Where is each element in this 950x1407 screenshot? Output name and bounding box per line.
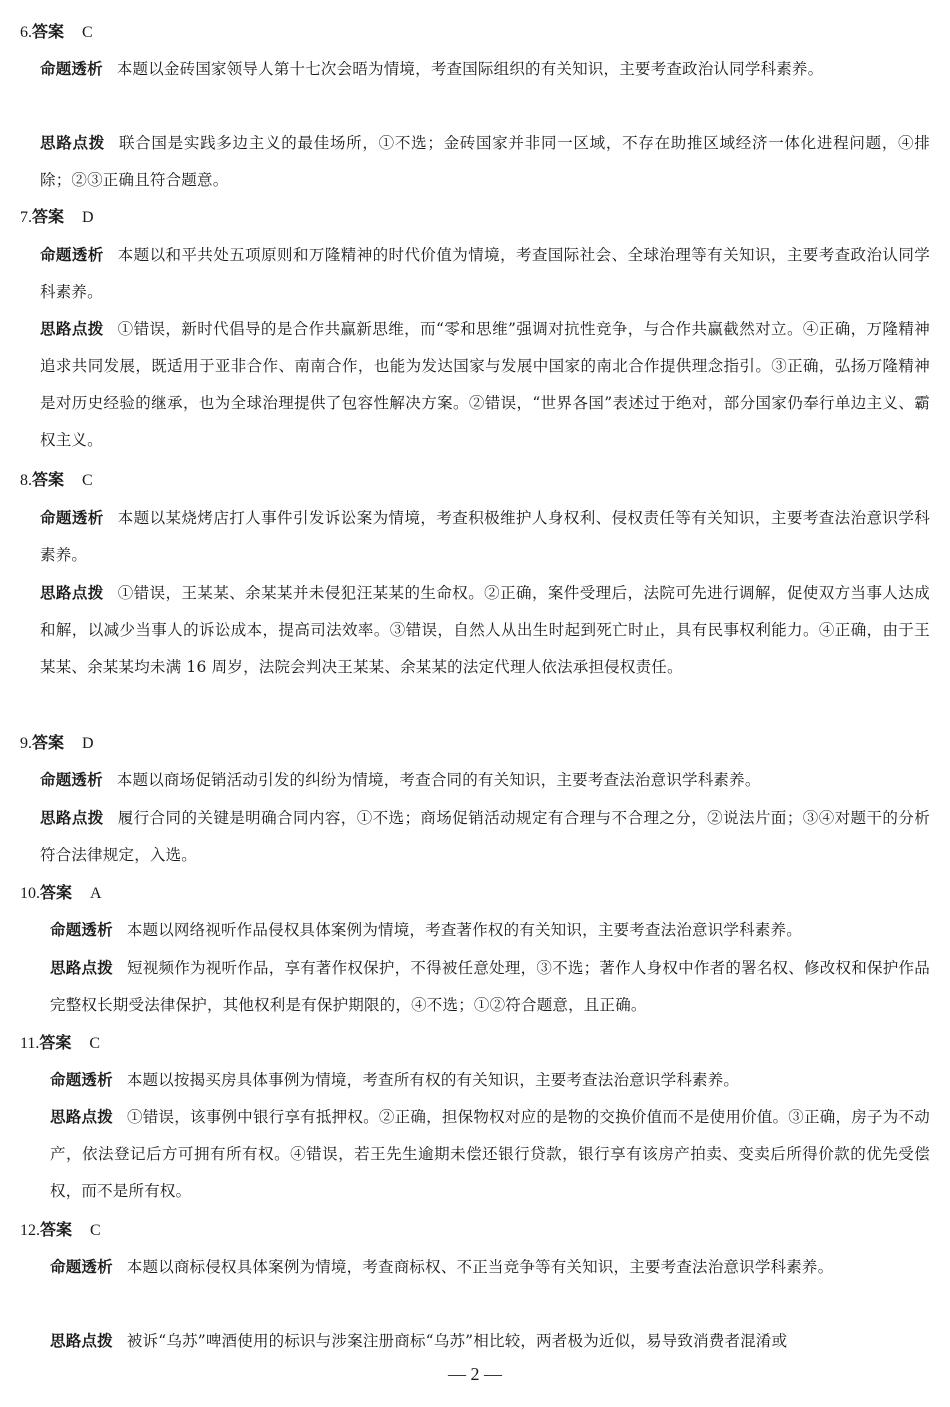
question-number: 11. [20, 1035, 40, 1052]
approach-text: 履行合同的关键是明确合同内容，①不选；商场促销活动规定有合理与不合理之分，②说法片面；③④对题干的分析符合法律规定，入选。 [40, 809, 930, 864]
answer-label: 答案 [32, 22, 65, 41]
question-number: 7. [20, 209, 32, 226]
intent-paragraph [40, 51, 930, 88]
intent-paragraph [40, 500, 930, 574]
intent-label: 命题透析 [50, 921, 113, 939]
question-number: 9. [20, 735, 32, 752]
question-header [20, 883, 102, 904]
approach-text: 被诉“乌苏”啤酒使用的标识与涉案注册商标“乌苏”相比较，两者极为近似，易导致消费者混淆或 [126, 1332, 788, 1350]
intent-label: 命题透析 [50, 1071, 113, 1089]
approach-label: 思路点拨 [40, 584, 104, 602]
approach-text: ①错误，新时代倡导的是合作共赢新思维，而“零和思维”强调对抗性竞争，与合作共赢截然对立。④正确，万隆精神追求共同发展，既适用于亚非合作、南南合作，也能为发达国家与发展中国家的南北合作提供理念指引。③正确，弘扬万隆精神是对历史经验的继承，也为全球治理提供了包容性解决方案。②错误，“世界各国”表述过于绝对，部分国家仍奉行单边主义、霸权主义。 [40, 320, 930, 449]
question-header [20, 1220, 101, 1241]
answer-label: 答案 [40, 1220, 73, 1239]
intent-paragraph [50, 912, 930, 949]
approach-text: 联合国是实践多边主义的最佳场所，①不选；金砖国家并非同一区域，不存在助推区域经济一体化进程问题，④排除；②③正确且符合题意。 [40, 134, 930, 189]
intent-text: 本题以金砖国家领导人第十七次会晤为情境，考查国际组织的有关知识，主要考查政治认同学科素养。 [116, 60, 824, 78]
answer-label: 答案 [40, 883, 73, 902]
answer-letter: A [90, 885, 102, 902]
intent-label: 命题透析 [40, 771, 103, 789]
approach-label: 思路点拨 [50, 1108, 113, 1126]
approach-paragraph [50, 1323, 930, 1360]
approach-paragraph [40, 800, 930, 874]
intent-paragraph [50, 1062, 930, 1099]
question-number: 6. [20, 24, 32, 41]
approach-paragraph [40, 311, 930, 459]
answer-letter: D [82, 735, 94, 752]
answer-letter: C [82, 24, 93, 41]
answer-label: 答案 [32, 733, 65, 752]
approach-label: 思路点拨 [40, 320, 104, 338]
intent-text: 本题以商标侵权具体案例为情境，考查商标权、不正当竞争等有关知识，主要考查法治意识学科素养。 [126, 1258, 834, 1276]
question-header [20, 470, 93, 491]
question-header [20, 1033, 100, 1054]
question-number: 10. [20, 885, 40, 902]
intent-text: 本题以和平共处五项原则和万隆精神的时代价值为情境，考查国际社会、全球治理等有关知识，主要考查政治认同学科素养。 [40, 246, 930, 301]
intent-paragraph [40, 237, 930, 311]
question-number: 12. [20, 1222, 40, 1239]
intent-label: 命题透析 [40, 509, 104, 527]
intent-paragraph [40, 762, 930, 799]
approach-text: 短视频作为视听作品，享有著作权保护，不得被任意处理，③不选；著作人身权中作者的署名权、修改权和保护作品完整权长期受法律保护，其他权利是有保护期限的，④不选；①②符合题意，且正确。 [50, 959, 930, 1014]
question-header [20, 22, 93, 43]
approach-label: 思路点拨 [40, 809, 104, 827]
approach-text: ①错误，王某某、余某某并未侵犯汪某某的生命权。②正确，案件受理后，法院可先进行调解，促使双方当事人达成和解，以减少当事人的诉讼成本，提高司法效率。③错误，自然人从出生时起到死亡时止，具有民事权利能力。④正确，由于王某某、余某某均未满 16 周岁，法院会判决王某某、余某某的法定代理人依法承担侵权责任。 [40, 584, 930, 676]
approach-label: 思路点拨 [40, 134, 105, 152]
answer-letter: C [89, 1035, 101, 1052]
approach-paragraph [50, 950, 930, 1024]
intent-label: 命题透析 [50, 1258, 113, 1276]
intent-text: 本题以商场促销活动引发的纠纷为情境，考查合同的有关知识，主要考查法治意识学科素养。 [116, 771, 761, 789]
answer-letter: D [82, 209, 94, 226]
approach-label: 思路点拨 [50, 959, 113, 977]
question-number: 8. [20, 472, 32, 489]
intent-label: 命题透析 [40, 246, 104, 264]
intent-label: 命题透析 [40, 60, 103, 78]
answer-label: 答案 [32, 470, 65, 489]
intent-text: 本题以某烧烤店打人事件引发诉讼案为情境，考查积极维护人身权利、侵权责任等有关知识，主要考查法治意识学科素养。 [40, 509, 930, 564]
page-number: — 2 — [448, 1364, 502, 1384]
answer-label: 答案 [32, 207, 65, 226]
intent-text: 本题以网络视听作品侵权具体案例为情境，考查著作权的有关知识，主要考查法治意识学科素养。 [126, 921, 802, 939]
intent-paragraph [50, 1249, 930, 1286]
answer-letter: C [82, 472, 93, 489]
approach-paragraph [50, 1099, 930, 1210]
intent-text: 本题以按揭买房具体事例为情境，考查所有权的有关知识，主要考查法治意识学科素养。 [126, 1071, 740, 1089]
question-header [20, 733, 94, 754]
approach-paragraph [40, 575, 930, 686]
approach-text: ①错误，该事例中银行享有抵押权。②正确，担保物权对应的是物的交换价值而不是使用价值。③正确，房子为不动产，依法登记后方可拥有所有权。④错误，若王先生逾期未偿还银行贷款，银行享有该房产拍卖、变卖后所得价款的优先受偿权，而不是所有权。 [50, 1108, 930, 1200]
answer-label: 答案 [39, 1033, 72, 1052]
approach-label: 思路点拨 [50, 1332, 113, 1350]
approach-paragraph [40, 125, 930, 199]
answer-letter: C [90, 1222, 101, 1239]
question-header [20, 207, 94, 228]
